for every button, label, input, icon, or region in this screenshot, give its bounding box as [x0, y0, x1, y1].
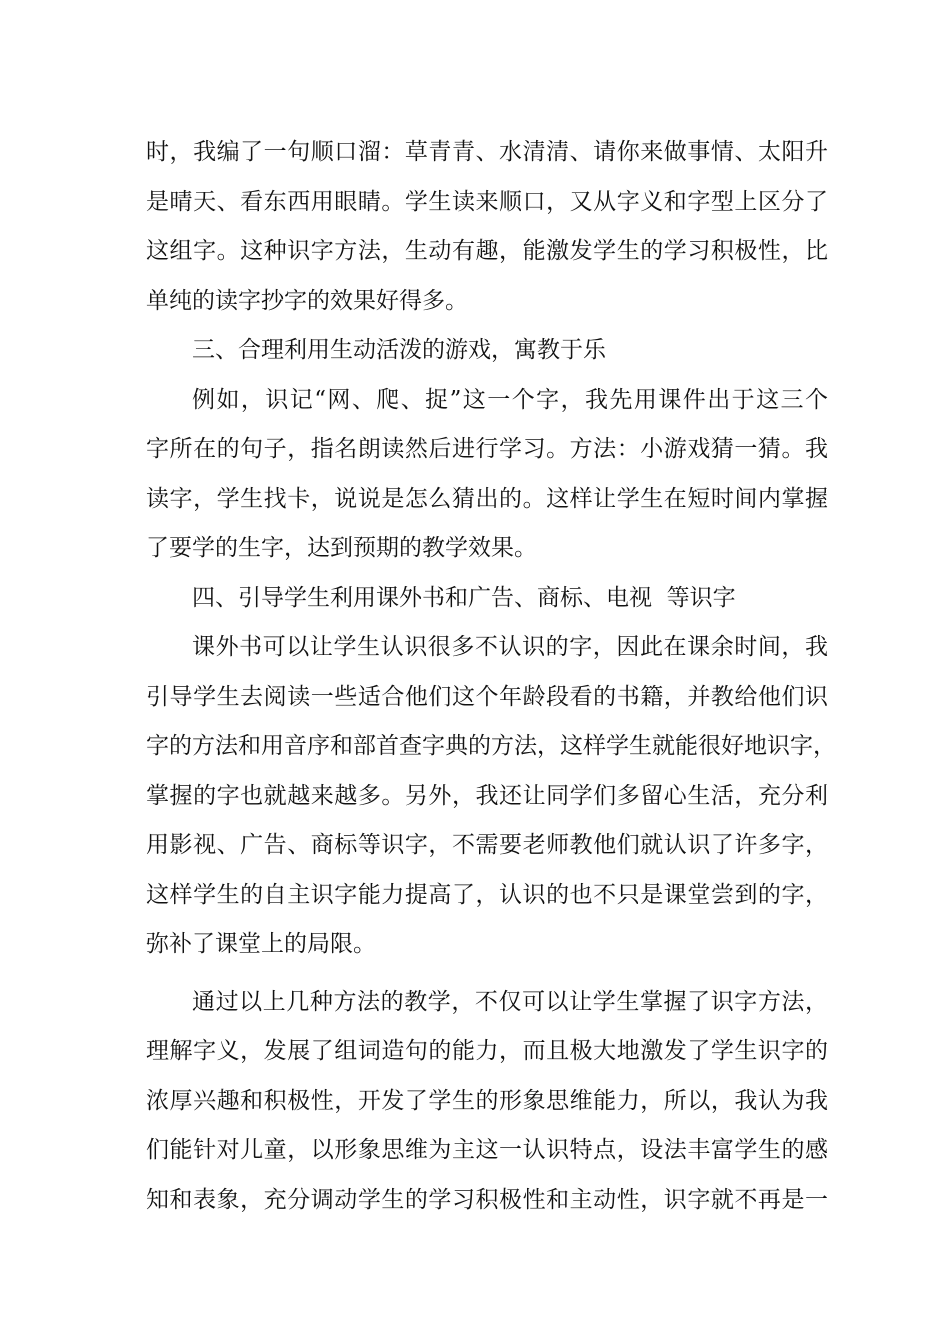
paragraph	[146, 128, 828, 326]
text-line: 弥补了课堂上的局限。	[146, 931, 376, 957]
paragraph-gap	[146, 970, 828, 978]
text-line: 课外书可以让学生认识很多不认识的字，因此在课余时间，我	[192, 634, 828, 660]
text-line: 字所在的句子，指名朗读然后进行学习。方法：小游戏猜一猜。我	[146, 436, 828, 462]
document-body	[146, 128, 836, 1225]
text-line: 字的方法和用音序和部首查字典的方法，这样学生就能很好地识字，	[146, 733, 836, 759]
text-line: 知和表象，充分调动学生的学习积极性和主动性，识字就不再是一	[146, 1186, 828, 1213]
text-line: 了要学的生字，达到预期的教学效果。	[146, 535, 537, 561]
heading-text: 四、引导学生利用课外书和广告、商标、电视 等识字	[192, 584, 736, 611]
text-line: 是晴天、看东西用眼睛。学生读来顺口，又从字义和字型上区分了	[146, 188, 828, 215]
paragraph	[146, 978, 828, 1226]
paragraph	[146, 623, 836, 970]
text-line: 单纯的读字抄字的效果好得多。	[146, 287, 468, 314]
text-line: 浓厚兴趣和积极性，开发了学生的形象思维能力，所以，我认为我	[146, 1087, 828, 1114]
section-heading	[146, 574, 828, 624]
text-line: 这样学生的自主识字能力提高了，认识的也不只是课堂尝到的字，	[146, 881, 828, 908]
paragraph	[146, 376, 828, 574]
text-line: 通过以上几种方法的教学，不仅可以让学生掌握了识字方法，	[192, 988, 828, 1015]
text-line: 引导学生去阅读一些适合他们这个年龄段看的书籍，并教给他们识	[146, 683, 828, 710]
text-line: 这组字。这种识字方法，生动有趣，能激发学生的学习积极性，比	[146, 238, 828, 264]
text-line: 用影视、广告、商标等识字，不需要老师教他们就认识了许多字，	[146, 832, 828, 858]
text-line: 掌握的字也就越来越多。另外，我还让同学们多留心生活，充分利	[146, 782, 828, 809]
section-heading	[146, 326, 828, 376]
heading-text: 三、合理利用生动活泼的游戏，寓教于乐	[192, 337, 606, 363]
text-line: 例如，识记“网、爬、捉”这一个字，我先用课件出于这三个	[192, 386, 828, 413]
text-line: 读字，学生找卡，说说是怎么猜出的。这样让学生在短时间内掌握	[146, 485, 828, 512]
text-line: 时，我编了一句顺口溜：草青青、水清清、请你来做事情、太阳升	[146, 139, 828, 165]
text-line: 们能针对儿童，以形象思维为主这一认识特点，设法丰富学生的感	[146, 1137, 828, 1163]
text-line: 理解字义，发展了组词造句的能力，而且极大地激发了学生识字的	[146, 1038, 828, 1064]
